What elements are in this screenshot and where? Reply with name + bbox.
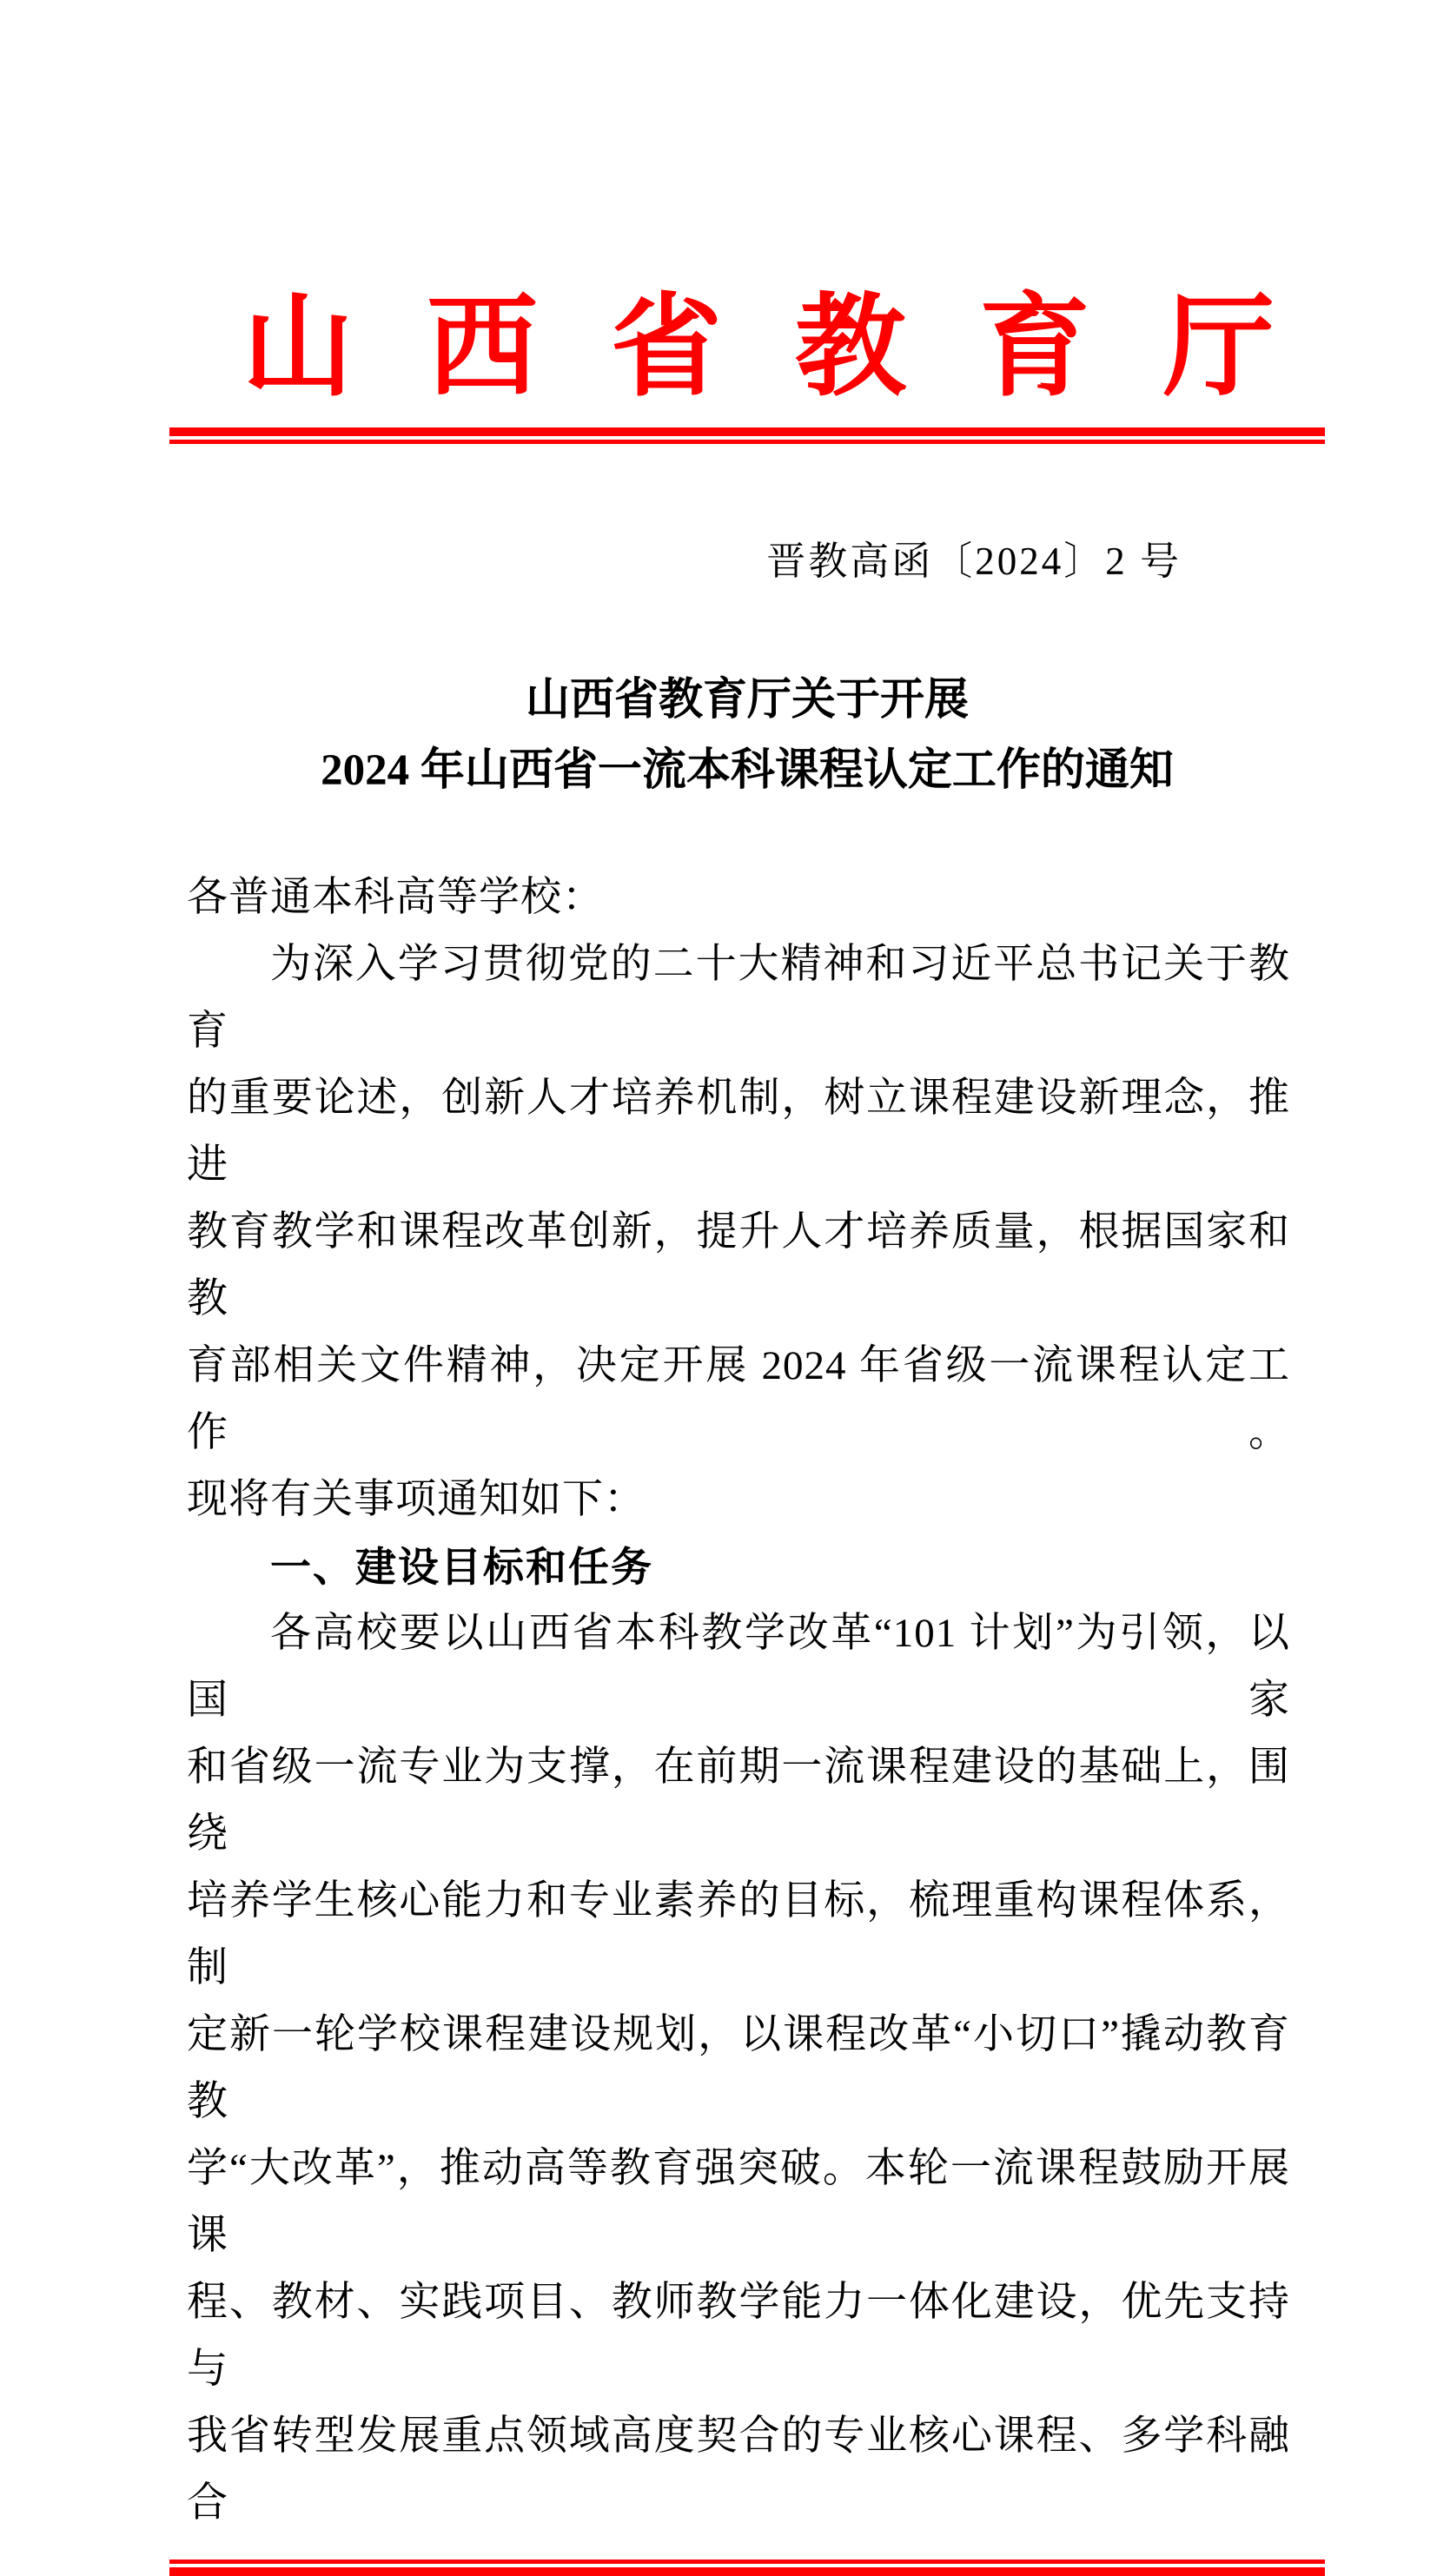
body-line: 我省转型发展重点领域高度契合的专业核心课程、多学科融合	[187, 2414, 1290, 2526]
document-title-line-2: 2024 年山西省一流本科课程认定工作的通知	[321, 746, 1174, 795]
footer-double-rule	[169, 2559, 1325, 2576]
document-body	[187, 864, 1290, 2537]
body-line: 和省级一流专业为支撑，在前期一流课程建设的基础上，围绕	[187, 1745, 1290, 1857]
body-line: 现将有关事项通知如下：	[187, 1477, 646, 1522]
body-line: 教育教学和课程改革创新，提升人才培养质量，根据国家和教	[187, 1209, 1290, 1321]
body-line: 各普通本科高等学校：	[187, 875, 604, 920]
footer-rule-thick-bar	[169, 2567, 1325, 2576]
section-heading: 一、建设目标和任务	[270, 1544, 653, 1590]
document-column	[169, 286, 1348, 2576]
header-rule-thin-bar	[169, 440, 1325, 444]
header-rule-thick-bar	[169, 427, 1325, 436]
document-title	[169, 666, 1325, 806]
body-line: 定新一轮学校课程建设规划，以课程改革“小切口”撬动教育教	[187, 2012, 1290, 2124]
header-double-rule	[169, 427, 1325, 444]
document-title-line-1: 山西省教育厅关于开展	[525, 676, 969, 725]
body-line: 的重要论述，创新人才培养机制，树立课程建设新理念，推进	[187, 1076, 1290, 1188]
agency-masthead-title: 山西省教育厅	[242, 286, 1348, 409]
body-line: 为深入学习贯彻党的二十大精神和习近平总书记关于教育	[187, 942, 1290, 1054]
scanned-document-page	[0, 286, 1437, 2526]
document-number: 晋教高函〔2024〕2 号	[766, 540, 1182, 583]
body-line: 程、教材、实践项目、教师教学能力一体化建设，优先支持与	[187, 2280, 1290, 2392]
body-line: 学“大改革”，推动高等教育强突破。本轮一流课程鼓励开展课	[187, 2146, 1290, 2258]
body-line: 各高校要以山西省本科教学改革“101 计划”为引领，以国家	[187, 1611, 1290, 1723]
body-line: 育部相关文件精神，决定开展 2024 年省级一流课程认定工作。	[187, 1343, 1290, 1455]
body-line: 培养学生核心能力和专业素养的目标，梳理重构课程体系，制	[187, 1878, 1290, 1990]
